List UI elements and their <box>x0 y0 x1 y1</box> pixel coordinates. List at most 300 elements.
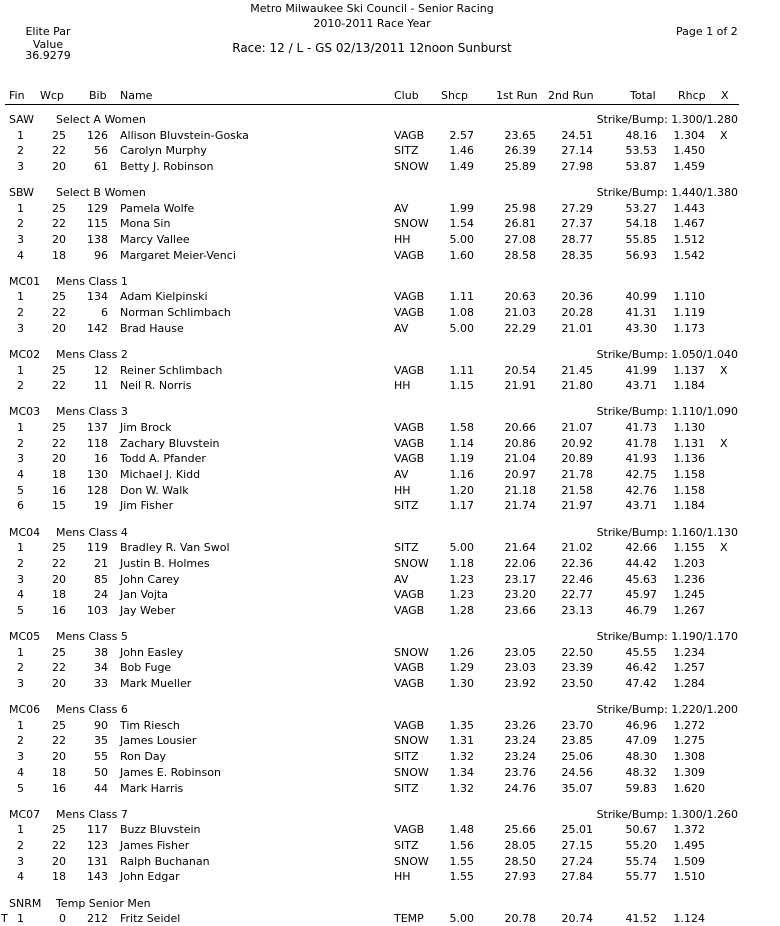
rhcp-cell: 1.158 <box>673 468 705 481</box>
run2-cell: 22.36 <box>561 556 593 570</box>
run1-cell: 27.08 <box>504 233 536 246</box>
club-cell: SITZ <box>394 499 419 513</box>
fin-cell: 1 <box>17 912 24 925</box>
name-cell: Justin B. Holmes <box>120 556 210 570</box>
shcp-cell: 1.08 <box>449 306 474 320</box>
total-cell: 41.52 <box>625 912 657 925</box>
table-row <box>0 467 780 482</box>
shcp-cell: 1.15 <box>449 379 474 393</box>
total-cell: 53.53 <box>625 144 657 158</box>
rhcp-cell: 1.234 <box>673 645 705 659</box>
fin-cell: 3 <box>17 854 24 868</box>
run1-cell: 21.04 <box>504 452 536 466</box>
club-cell: AV <box>394 201 409 215</box>
bib-cell: 131 <box>87 854 108 868</box>
col-rhcp: Rhcp <box>678 89 706 102</box>
run2-cell: 27.98 <box>561 159 593 173</box>
run1-cell: 23.66 <box>504 603 536 617</box>
rhcp-cell: 1.267 <box>673 603 705 617</box>
table-row <box>0 248 780 263</box>
section-header <box>0 702 780 717</box>
table-row <box>0 733 780 748</box>
club-cell: SNOW <box>394 734 429 748</box>
section-code: MC05 <box>9 630 41 644</box>
rhcp-cell: 1.495 <box>673 838 705 852</box>
table-row <box>0 660 780 675</box>
run2-cell: 21.02 <box>561 541 593 555</box>
run1-cell: 21.64 <box>504 541 536 555</box>
run1-cell: 23.26 <box>504 718 536 732</box>
club-cell: VAGB <box>394 290 425 304</box>
bib-cell: 19 <box>94 499 108 513</box>
col-total: Total <box>630 89 656 102</box>
fin-cell: 3 <box>17 452 24 466</box>
run2-cell: 27.37 <box>561 217 593 231</box>
bib-cell: 50 <box>94 765 108 779</box>
run1-cell: 25.66 <box>504 823 536 837</box>
section-title: Mens Class 7 <box>56 807 128 821</box>
club-cell: VAGB <box>394 363 425 377</box>
wcp-cell: 22 <box>52 306 66 320</box>
club-cell: VAGB <box>394 248 425 262</box>
fin-cell: 2 <box>17 436 24 450</box>
wcp-cell: 25 <box>52 201 66 215</box>
name-cell: Jay Weber <box>120 603 176 617</box>
rhcp-cell: 1.136 <box>673 452 705 466</box>
fin-cell: 2 <box>17 661 24 675</box>
run2-cell: 21.97 <box>561 499 593 513</box>
bib-cell: 137 <box>87 420 108 434</box>
section-code: SBW <box>9 186 35 200</box>
wcp-cell: 16 <box>52 603 66 617</box>
total-cell: 45.63 <box>625 572 657 586</box>
wcp-cell: 18 <box>52 248 66 262</box>
wcp-cell: 25 <box>52 128 66 142</box>
bib-cell: 129 <box>87 201 108 215</box>
wcp-cell: 20 <box>52 854 66 868</box>
bib-cell: 34 <box>94 661 108 675</box>
run2-cell: 20.28 <box>561 306 593 320</box>
run2-cell: 25.01 <box>561 823 593 837</box>
col-run1: 1st Run <box>496 89 538 102</box>
fin-cell: 2 <box>17 144 24 158</box>
bib-cell: 16 <box>94 452 108 466</box>
club-cell: AV <box>394 572 409 586</box>
name-cell: Don W. Walk <box>120 483 189 497</box>
total-cell: 43.71 <box>625 379 657 393</box>
table-row <box>0 363 780 378</box>
shcp-cell: 1.58 <box>449 420 474 434</box>
run2-cell: 27.15 <box>561 838 593 852</box>
total-cell: 43.71 <box>625 499 657 513</box>
name-cell: Todd A. Pfander <box>120 452 206 466</box>
strike-bump: Strike/Bump: 1.050/1.040 <box>596 348 738 361</box>
shcp-cell: 1.60 <box>449 248 474 262</box>
run2-cell: 21.58 <box>561 483 593 497</box>
name-cell: Bradley R. Van Swol <box>120 541 230 555</box>
strike-bump: Strike/Bump: 1.160/1.130 <box>596 525 738 539</box>
run1-cell: 23.92 <box>504 677 536 690</box>
name-cell: Pamela Wolfe <box>120 201 195 215</box>
rhcp-cell: 1.467 <box>673 217 705 231</box>
section-title: Select A Women <box>56 113 146 126</box>
run1-cell: 21.74 <box>504 499 536 513</box>
run2-cell: 28.35 <box>561 248 593 262</box>
col-x: X <box>721 89 729 102</box>
shcp-cell: 1.23 <box>449 588 474 602</box>
bib-cell: 126 <box>87 128 108 142</box>
fin-cell: 3 <box>17 677 24 690</box>
section-header <box>0 404 780 419</box>
wcp-cell: 20 <box>52 321 66 335</box>
strike-bump: Strike/Bump: 1.440/1.380 <box>596 186 738 200</box>
run2-cell: 20.74 <box>561 912 593 925</box>
rhcp-cell: 1.137 <box>673 363 705 377</box>
shcp-cell: 1.31 <box>449 734 474 748</box>
wcp-cell: 25 <box>52 718 66 732</box>
total-cell: 59.83 <box>625 781 657 795</box>
bib-cell: 85 <box>94 572 108 586</box>
table-row <box>0 749 780 764</box>
run1-cell: 23.24 <box>504 734 536 748</box>
table-row <box>0 718 780 733</box>
club-cell: SNOW <box>394 556 429 570</box>
section-code: MC06 <box>9 703 41 717</box>
rhcp-cell: 1.284 <box>673 677 705 690</box>
run1-cell: 20.66 <box>504 420 536 434</box>
wcp-cell: 22 <box>52 379 66 393</box>
bib-cell: 56 <box>94 144 108 158</box>
shcp-cell: 1.48 <box>449 823 474 837</box>
section-header <box>0 525 780 540</box>
rhcp-cell: 1.184 <box>673 499 705 513</box>
table-row <box>0 436 780 451</box>
bib-cell: 38 <box>94 645 108 659</box>
name-cell: James E. Robinson <box>120 765 221 779</box>
strike-bump: Strike/Bump: 1.110/1.090 <box>596 405 738 419</box>
club-cell: HH <box>394 379 411 393</box>
club-cell: SNOW <box>394 645 429 659</box>
run2-cell: 21.07 <box>561 420 593 434</box>
fin-cell: 3 <box>17 750 24 764</box>
wcp-cell: 20 <box>52 233 66 246</box>
strike-bump: Strike/Bump: 1.300/1.260 <box>596 807 738 821</box>
wcp-cell: 22 <box>52 556 66 570</box>
run2-cell: 21.45 <box>561 363 593 377</box>
fin-cell: 1 <box>17 420 24 434</box>
rhcp-cell: 1.130 <box>673 420 705 434</box>
bib-cell: 118 <box>87 436 108 450</box>
name-cell: Buzz Bluvstein <box>120 823 201 837</box>
bib-cell: 11 <box>94 379 108 393</box>
bib-cell: 134 <box>87 290 108 304</box>
total-cell: 44.42 <box>625 556 657 570</box>
total-cell: 41.31 <box>625 306 657 320</box>
run1-cell: 20.54 <box>504 363 536 377</box>
total-cell: 56.93 <box>625 248 657 262</box>
total-cell: 43.30 <box>625 321 657 335</box>
bib-cell: 212 <box>87 912 108 925</box>
strike-bump: Strike/Bump: 1.220/1.200 <box>596 703 738 717</box>
run2-cell: 22.50 <box>561 645 593 659</box>
rhcp-cell: 1.309 <box>673 765 705 779</box>
rhcp-cell: 1.510 <box>673 870 705 884</box>
bib-cell: 123 <box>87 838 108 852</box>
race-title: Race: 12 / L - GS 02/13/2011 12noon Sunburst <box>232 41 512 55</box>
run2-cell: 22.77 <box>561 588 593 602</box>
name-cell: Allison Bluvstein-Goska <box>120 128 249 142</box>
shcp-cell: 2.57 <box>449 128 474 142</box>
name-cell: Ron Day <box>120 750 167 764</box>
table-row <box>0 838 780 853</box>
fin-cell: 6 <box>17 499 24 513</box>
fin-cell: 1 <box>17 541 24 555</box>
run1-cell: 20.86 <box>504 436 536 450</box>
section-header <box>0 112 780 127</box>
rhcp-cell: 1.158 <box>673 483 705 497</box>
fin-cell: 1 <box>17 718 24 732</box>
bib-cell: 138 <box>87 233 108 246</box>
total-cell: 46.79 <box>625 603 657 617</box>
rhcp-cell: 1.542 <box>673 248 705 262</box>
run2-cell: 20.36 <box>561 290 593 304</box>
table-row <box>0 201 780 216</box>
club-cell: VAGB <box>394 677 425 690</box>
shcp-cell: 1.11 <box>449 363 474 377</box>
wcp-cell: 25 <box>52 290 66 304</box>
section-header <box>0 274 780 289</box>
wcp-cell: 20 <box>52 677 66 690</box>
run1-cell: 23.05 <box>504 645 536 659</box>
fin-cell: 2 <box>17 556 24 570</box>
name-cell: John Edgar <box>120 870 180 884</box>
bib-cell: 55 <box>94 750 108 764</box>
fin-cell: 4 <box>17 248 24 262</box>
name-cell: Margaret Meier-Venci <box>120 248 236 262</box>
run1-cell: 20.97 <box>504 468 536 481</box>
column-header-row <box>0 88 780 103</box>
run2-cell: 24.51 <box>561 128 593 142</box>
bib-cell: 142 <box>87 321 108 335</box>
col-run2: 2nd Run <box>548 89 594 102</box>
run2-cell: 23.85 <box>561 734 593 748</box>
shcp-cell: 1.32 <box>449 781 474 795</box>
section-title: Mens Class 3 <box>56 405 128 419</box>
wcp-cell: 22 <box>52 734 66 748</box>
wcp-cell: 25 <box>52 363 66 377</box>
fin-cell: 1 <box>17 290 24 304</box>
run2-cell: 24.56 <box>561 765 593 779</box>
section-title: Mens Class 6 <box>56 703 128 717</box>
total-cell: 48.16 <box>625 128 657 142</box>
table-row <box>0 305 780 320</box>
fin-cell: 4 <box>17 588 24 602</box>
wcp-cell: 22 <box>52 217 66 231</box>
wcp-cell: 22 <box>52 838 66 852</box>
rhcp-cell: 1.124 <box>673 912 705 925</box>
club-cell: SNOW <box>394 854 429 868</box>
strike-mark-cell: X <box>720 436 728 450</box>
run2-cell: 21.80 <box>561 379 593 393</box>
run1-cell: 22.06 <box>504 556 536 570</box>
fin-cell: 5 <box>17 603 24 617</box>
wcp-cell: 20 <box>52 452 66 466</box>
club-cell: SITZ <box>394 541 419 555</box>
rhcp-cell: 1.304 <box>673 128 705 142</box>
shcp-cell: 1.34 <box>449 765 474 779</box>
run2-cell: 25.06 <box>561 750 593 764</box>
wcp-cell: 22 <box>52 436 66 450</box>
run2-cell: 23.39 <box>561 661 593 675</box>
name-cell: Betty J. Robinson <box>120 159 214 173</box>
section-code: MC04 <box>9 525 41 539</box>
table-row <box>0 911 780 926</box>
rhcp-cell: 1.509 <box>673 854 705 868</box>
table-row <box>0 781 780 796</box>
table-row <box>0 498 780 513</box>
table-row <box>0 321 780 336</box>
fin-cell: 3 <box>17 159 24 173</box>
run2-cell: 27.84 <box>561 870 593 884</box>
bib-cell: 103 <box>87 603 108 617</box>
bib-cell: 128 <box>87 483 108 497</box>
run1-cell: 21.03 <box>504 306 536 320</box>
run2-cell: 21.01 <box>561 321 593 335</box>
name-cell: Tim Riesch <box>120 718 180 732</box>
rhcp-cell: 1.236 <box>673 572 705 586</box>
wcp-cell: 18 <box>52 765 66 779</box>
strike-mark-cell: X <box>720 541 728 555</box>
bib-cell: 96 <box>94 248 108 262</box>
wcp-cell: 18 <box>52 870 66 884</box>
run1-cell: 23.17 <box>504 572 536 586</box>
strike-mark-cell: X <box>720 128 728 142</box>
table-row <box>0 854 780 869</box>
total-cell: 41.99 <box>625 363 657 377</box>
run1-cell: 26.81 <box>504 217 536 231</box>
club-cell: VAGB <box>394 823 425 837</box>
rhcp-cell: 1.173 <box>673 321 705 335</box>
run1-cell: 23.24 <box>504 750 536 764</box>
name-cell: Jan Vojta <box>120 588 168 602</box>
shcp-cell: 5.00 <box>449 233 474 246</box>
bib-cell: 117 <box>87 823 108 837</box>
bib-cell: 44 <box>94 781 108 795</box>
fin-cell: 1 <box>17 363 24 377</box>
section-code: SAW <box>9 113 34 126</box>
shcp-cell: 1.23 <box>449 572 474 586</box>
header-divider <box>5 104 739 105</box>
name-cell: Jim Fisher <box>120 499 174 513</box>
run1-cell: 21.91 <box>504 379 536 393</box>
bib-cell: 130 <box>87 468 108 481</box>
run2-cell: 23.70 <box>561 718 593 732</box>
wcp-cell: 16 <box>52 781 66 795</box>
club-cell: VAGB <box>394 661 425 675</box>
shcp-cell: 1.26 <box>449 645 474 659</box>
run2-cell: 27.14 <box>561 144 593 158</box>
wcp-cell: 20 <box>52 750 66 764</box>
club-cell: SITZ <box>394 838 419 852</box>
rhcp-cell: 1.275 <box>673 734 705 748</box>
name-cell: Reiner Schlimbach <box>120 363 223 377</box>
run2-cell: 20.92 <box>561 436 593 450</box>
name-cell: Fritz Seidel <box>120 912 181 925</box>
section-header <box>0 807 780 822</box>
wcp-cell: 25 <box>52 541 66 555</box>
fin-cell: 5 <box>17 483 24 497</box>
section-header <box>0 185 780 200</box>
total-cell: 47.42 <box>625 677 657 690</box>
club-cell: VAGB <box>394 588 425 602</box>
section-header <box>0 347 780 362</box>
name-cell: Michael J. Kidd <box>120 468 201 481</box>
club-cell: AV <box>394 321 409 335</box>
wcp-cell: 18 <box>52 588 66 602</box>
name-cell: Mark Mueller <box>120 677 192 690</box>
run2-cell: 23.13 <box>561 603 593 617</box>
shcp-cell: 1.35 <box>449 718 474 732</box>
name-cell: Adam Kielpinski <box>120 290 208 304</box>
total-cell: 41.73 <box>625 420 657 434</box>
table-row <box>0 451 780 466</box>
club-cell: VAGB <box>394 420 425 434</box>
name-cell: Bob Fuge <box>120 661 172 675</box>
section-title: Temp Senior Men <box>56 896 151 910</box>
run1-cell: 20.78 <box>504 912 536 925</box>
club-cell: SITZ <box>394 750 419 764</box>
col-name: Name <box>120 89 153 102</box>
shcp-cell: 1.19 <box>449 452 474 466</box>
run1-cell: 28.05 <box>504 838 536 852</box>
wcp-cell: 18 <box>52 468 66 481</box>
fin-cell: 2 <box>17 217 24 231</box>
strike-bump: Strike/Bump: 1.300/1.280 <box>596 113 738 126</box>
run1-cell: 23.03 <box>504 661 536 675</box>
name-cell: John Easley <box>120 645 184 659</box>
total-cell: 41.93 <box>625 452 657 466</box>
run1-cell: 20.63 <box>504 290 536 304</box>
run2-cell: 27.29 <box>561 201 593 215</box>
fin-cell: 4 <box>17 468 24 481</box>
run1-cell: 28.58 <box>504 248 536 262</box>
table-row <box>0 645 780 660</box>
run2-cell: 22.46 <box>561 572 593 586</box>
run1-cell: 22.29 <box>504 321 536 335</box>
bib-cell: 115 <box>87 217 108 231</box>
section-title: Mens Class 4 <box>56 525 128 539</box>
rhcp-cell: 1.620 <box>673 781 705 795</box>
section-code: MC02 <box>9 348 41 361</box>
shcp-cell: 1.54 <box>449 217 474 231</box>
club-cell: VAGB <box>394 452 425 466</box>
section-code: MC01 <box>9 274 41 288</box>
section-header <box>0 896 780 911</box>
section-title: Mens Class 1 <box>56 274 128 288</box>
run2-cell: 35.07 <box>561 781 593 795</box>
name-cell: Marcy Vallee <box>120 233 190 246</box>
org-title: Metro Milwaukee Ski Council - Senior Racing <box>250 2 494 15</box>
total-cell: 41.78 <box>625 436 657 450</box>
shcp-cell: 1.29 <box>449 661 474 675</box>
name-cell: Jim Brock <box>120 420 172 434</box>
name-cell: Carolyn Murphy <box>120 144 207 158</box>
run1-cell: 23.20 <box>504 588 536 602</box>
shcp-cell: 1.49 <box>449 159 474 173</box>
fin-cell: 2 <box>17 379 24 393</box>
run1-cell: 23.76 <box>504 765 536 779</box>
fin-cell: 3 <box>17 233 24 246</box>
